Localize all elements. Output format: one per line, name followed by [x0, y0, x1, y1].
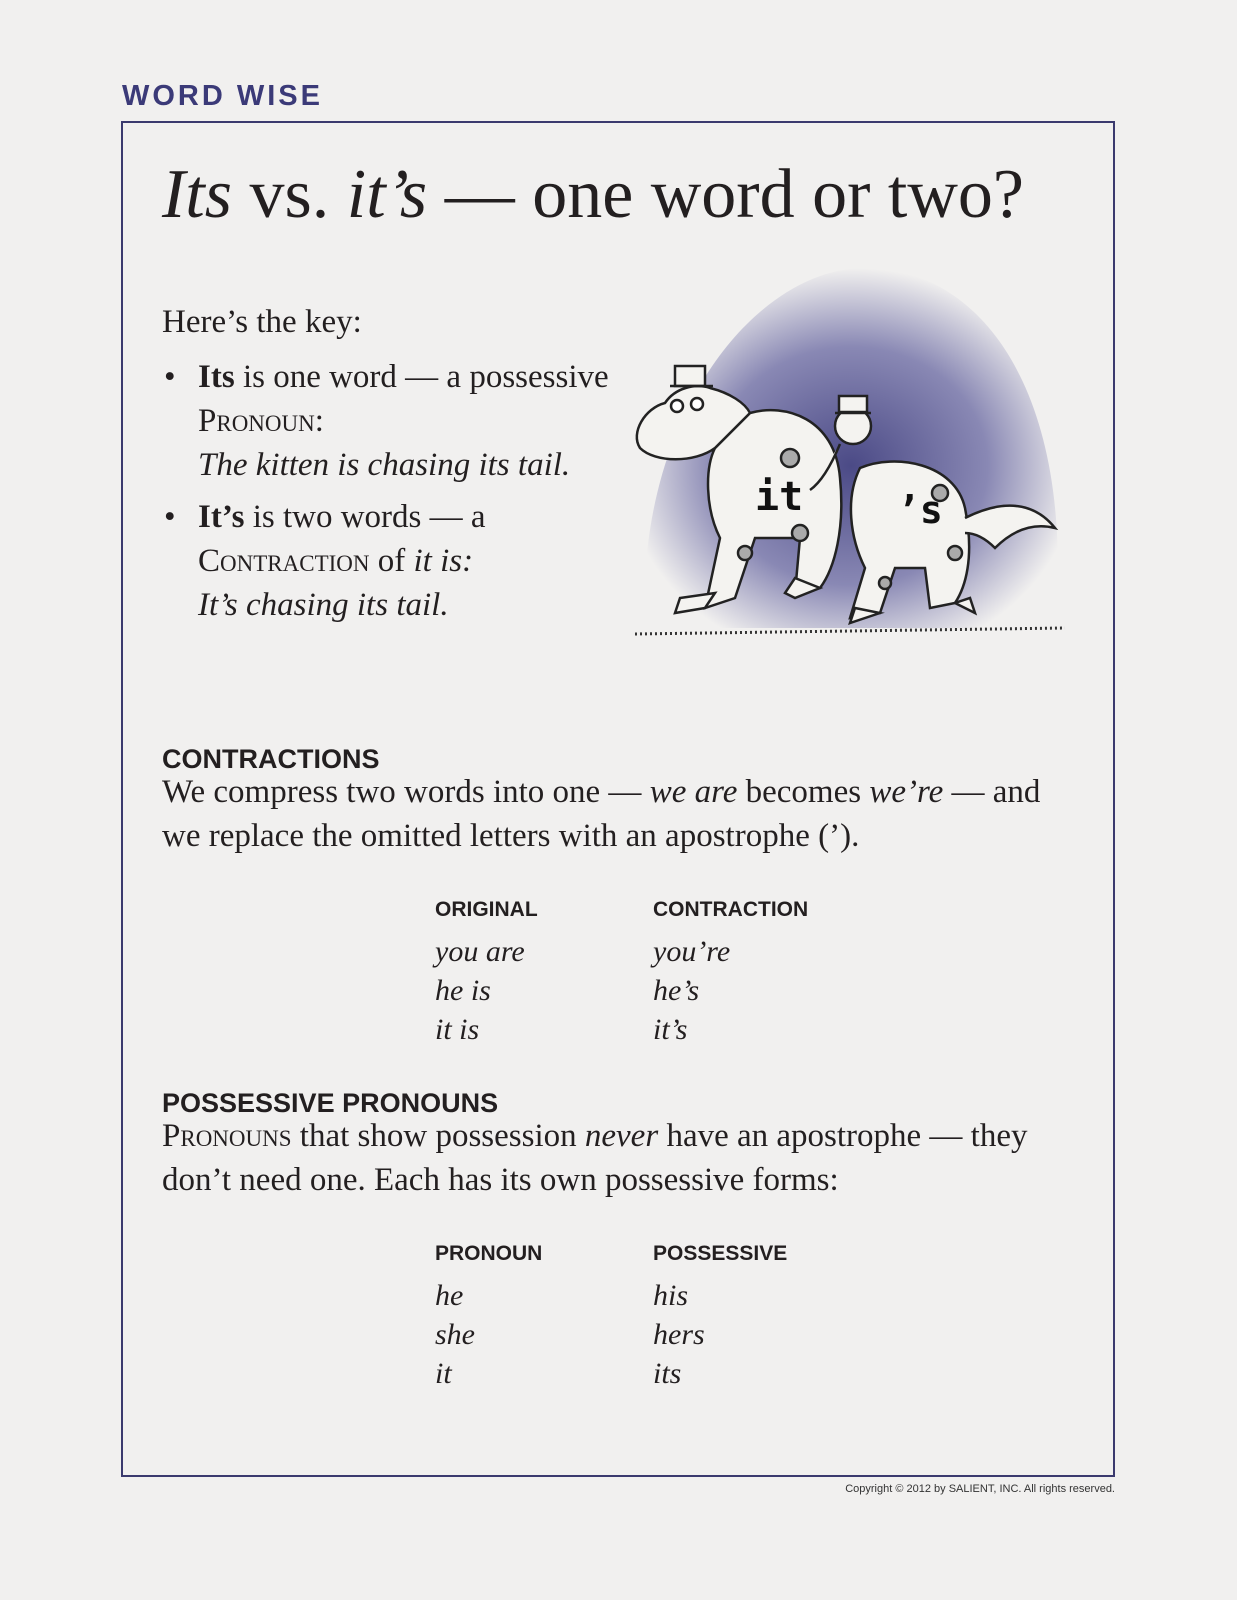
possessives-text-1: that show possession — [291, 1118, 585, 1154]
contractions-text-1: We compress two words into one — — [162, 774, 650, 810]
contractions-heading: CONTRACTIONS — [162, 744, 380, 774]
bullet-term-suffix: : — [314, 403, 324, 439]
title-word-its-apostrophe: it’s — [346, 156, 428, 233]
table-cell: his — [653, 1278, 689, 1312]
bullet-term-contraction: Contraction — [198, 543, 370, 579]
possessives-italic: never — [584, 1118, 659, 1154]
ground-line — [635, 628, 1065, 634]
possessives-table — [435, 1242, 855, 1393]
bullet-its — [162, 355, 642, 487]
table-cell: hers — [653, 1317, 705, 1351]
bullet-its-contraction — [162, 495, 642, 627]
bullet-dot-icon: • — [164, 359, 176, 395]
copyright-notice: Copyright © 2012 by SALIENT, INC. All rights reserved. — [845, 1483, 1115, 1495]
table-row — [435, 971, 855, 1010]
table-row — [435, 932, 855, 971]
column-header-pronoun: PRONOUN — [435, 1242, 543, 1265]
contractions-text-3: — and we replace the omitted letters with an apostrophe (’). — [162, 774, 1041, 854]
table-cell: she — [435, 1317, 475, 1351]
bullet-term-italic: it is: — [413, 543, 474, 579]
key-intro: Here’s the key: — [162, 304, 362, 340]
illustration-label-s: ’s — [897, 488, 943, 532]
table-row — [435, 1315, 855, 1354]
possessives-paragraph — [162, 1114, 1062, 1202]
contractions-italic-2: we’re — [869, 774, 944, 810]
title-vs: vs. — [232, 156, 347, 233]
bullet-text: is one word — a possessive — [234, 359, 617, 395]
bullet-term-suffix: of — [369, 543, 414, 579]
illustration-label-it: it — [755, 474, 804, 520]
contractions-text-2: becomes — [737, 774, 870, 810]
table-cell: he’s — [653, 973, 700, 1007]
table-cell: he — [435, 1278, 464, 1312]
bullet-term-its-apostrophe: It’s — [198, 499, 245, 535]
contractions-italic-1: we are — [649, 774, 738, 810]
table-row — [435, 1010, 855, 1049]
bullet-dot-icon: • — [164, 499, 176, 535]
bullet-term-pronoun: Pronoun — [198, 403, 315, 439]
table-cell: it is — [435, 1012, 480, 1046]
column-header-contraction: CONTRACTION — [653, 898, 809, 921]
brand-label: WORD WISE — [122, 80, 323, 112]
contractions-paragraph — [162, 770, 1062, 858]
possessives-lead-term: Pronouns — [162, 1118, 292, 1154]
bullet-term-its: Its — [198, 359, 235, 395]
column-header-original: ORIGINAL — [435, 898, 538, 921]
bullet-text: is two words — a — [244, 499, 494, 535]
table-cell: you are — [435, 934, 525, 968]
column-header-possessive: POSSESSIVE — [653, 1242, 788, 1265]
table-header-row — [435, 1242, 855, 1276]
possessives-text-2: have an apostrophe — they don’t need one. Each has its own possessive forms: — [162, 1118, 1028, 1198]
table-cell: it — [435, 1356, 452, 1390]
table-row — [435, 1276, 855, 1315]
contractions-table — [435, 898, 855, 1049]
bullet-example: It’s chasing its tail. — [198, 587, 449, 623]
table-cell: he is — [435, 973, 491, 1007]
table-header-row — [435, 898, 855, 932]
table-cell: its — [653, 1356, 682, 1390]
table-cell: it’s — [653, 1012, 688, 1046]
title-word-its: Its — [162, 156, 232, 233]
key-bullet-list — [162, 355, 642, 635]
illustration-horse — [635, 268, 1090, 658]
bullet-example: The kitten is chasing its tail. — [198, 447, 571, 483]
title-rest: — one word or two? — [427, 156, 1024, 233]
page-title — [162, 156, 1024, 233]
table-row — [435, 1354, 855, 1393]
possessives-heading: POSSESSIVE PRONOUNS — [162, 1088, 499, 1118]
table-cell: you’re — [653, 934, 731, 968]
